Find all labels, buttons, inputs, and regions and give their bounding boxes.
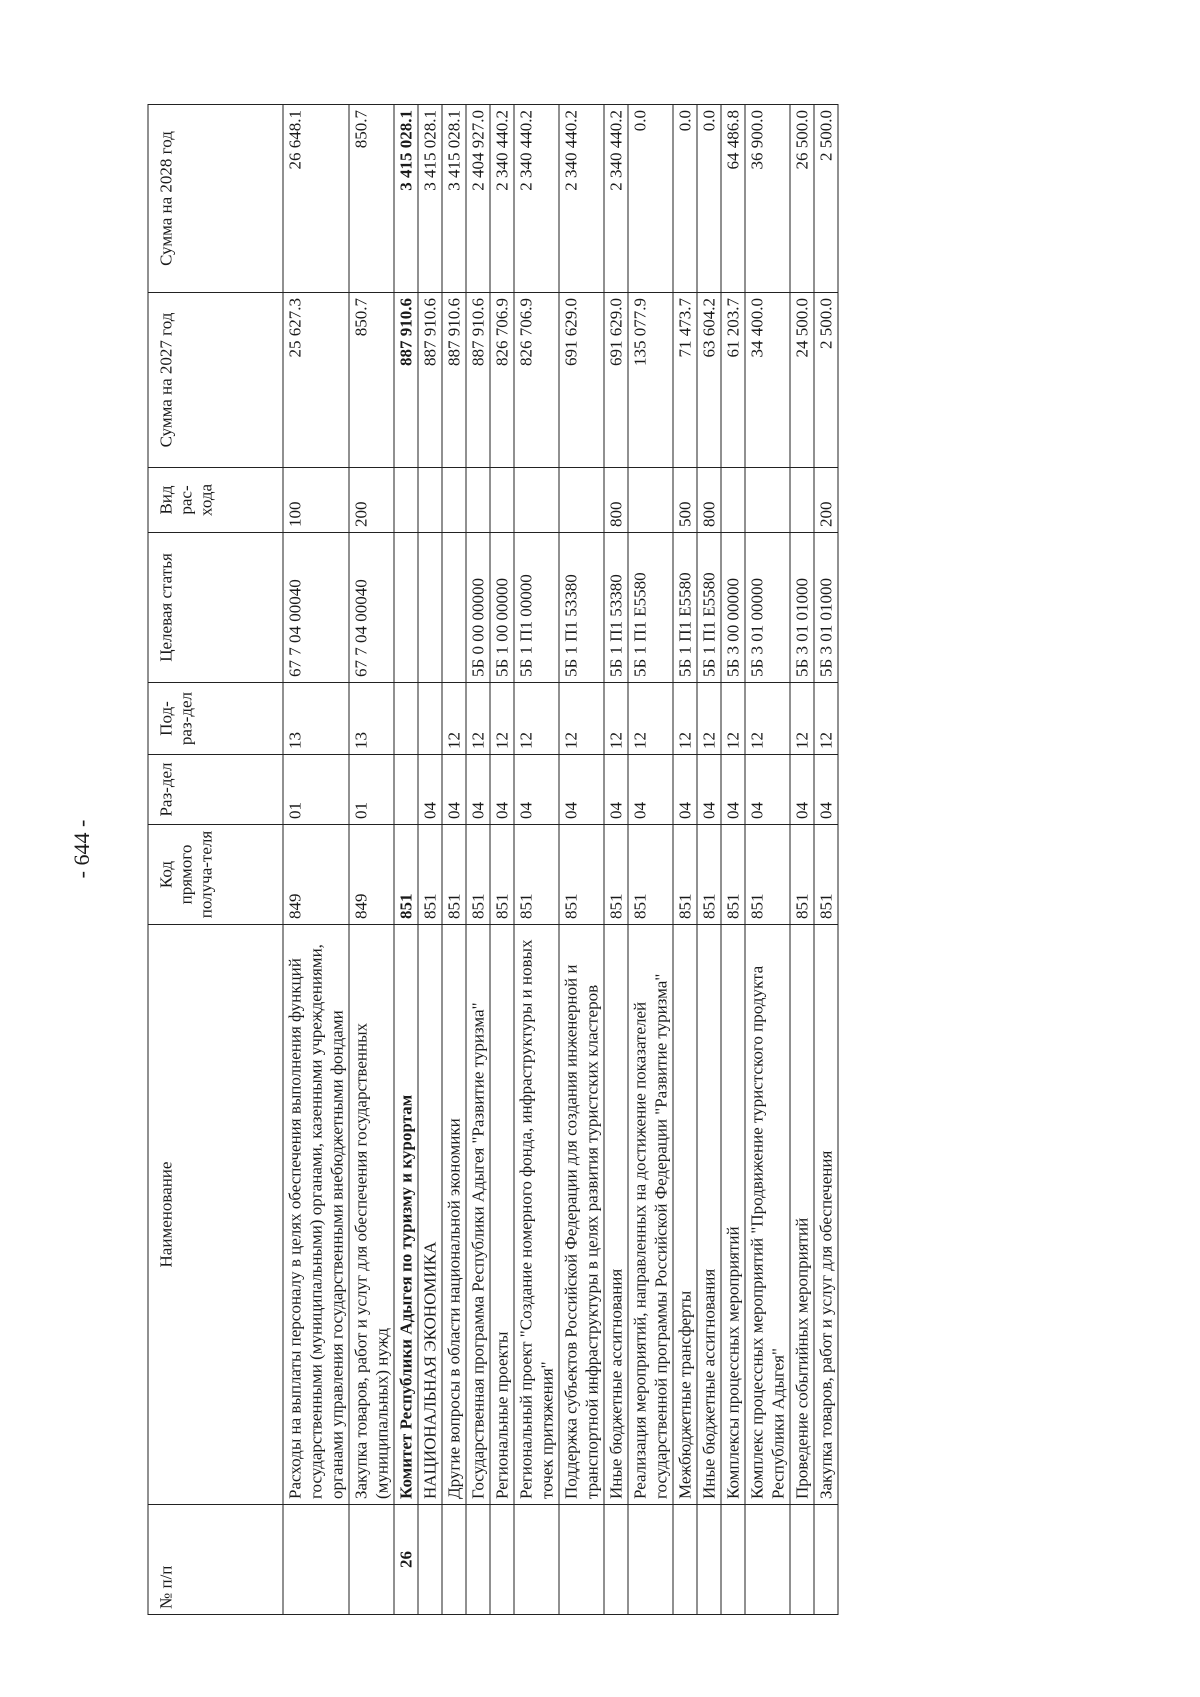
page-number: - 644 - bbox=[69, 819, 94, 879]
cell-s2028: 64 486.8 bbox=[721, 105, 745, 293]
cell-name: Закупка товаров, работ и услуг для обеспечения государственных (муниципальных) нужд bbox=[349, 925, 394, 1505]
cell-article: 67 7 04 00040 bbox=[349, 533, 394, 683]
cell-article: 5Б 1 П1 53380 bbox=[559, 533, 604, 683]
cell-razdel: 04 bbox=[721, 755, 745, 825]
cell-vid bbox=[745, 468, 790, 533]
cell-name: Закупка товаров, работ и услуг для обеспечения bbox=[814, 925, 838, 1505]
cell-name: Комитет Республики Адыгея по туризму и курортам bbox=[394, 925, 418, 1505]
cell-s2028: 2 340 440.2 bbox=[604, 105, 628, 293]
cell-code: 851 bbox=[814, 825, 838, 925]
cell-vid bbox=[394, 468, 418, 533]
cell-code: 851 bbox=[418, 825, 442, 925]
table-row bbox=[745, 105, 790, 1615]
column-header: Вид рас-хода bbox=[148, 468, 283, 533]
cell-razdel: 04 bbox=[790, 755, 814, 825]
cell-article: 5Б 3 00 00000 bbox=[721, 533, 745, 683]
cell-podrazdel: 12 bbox=[697, 683, 721, 755]
cell-razdel: 04 bbox=[745, 755, 790, 825]
cell-s2027: 691 629.0 bbox=[559, 293, 604, 468]
cell-s2027: 887 910.6 bbox=[442, 293, 466, 468]
cell-podrazdel: 12 bbox=[721, 683, 745, 755]
cell-s2028: 2 500.0 bbox=[814, 105, 838, 293]
cell-s2027: 63 604.2 bbox=[697, 293, 721, 468]
cell-article: 5Б 1 П1 00000 bbox=[514, 533, 559, 683]
cell-s2028: 2 340 440.2 bbox=[490, 105, 514, 293]
cell-podrazdel bbox=[418, 683, 442, 755]
cell-razdel: 04 bbox=[490, 755, 514, 825]
cell-name: Проведение событийных мероприятий bbox=[790, 925, 814, 1505]
cell-s2027: 135 077.9 bbox=[628, 293, 673, 468]
cell-code: 851 bbox=[604, 825, 628, 925]
cell-vid bbox=[418, 468, 442, 533]
cell-name: Иные бюджетные ассигнования bbox=[604, 925, 628, 1505]
table-row bbox=[466, 105, 490, 1615]
cell-name: Комплекс процессных мероприятий "Продвижение туристского продукта Республики Адыгея" bbox=[745, 925, 790, 1505]
cell-s2027: 25 627.3 bbox=[283, 293, 349, 468]
cell-s2028: 26 500.0 bbox=[790, 105, 814, 293]
cell-s2027: 887 910.6 bbox=[418, 293, 442, 468]
cell-vid: 800 bbox=[697, 468, 721, 533]
table-body bbox=[283, 105, 838, 1615]
cell-podrazdel: 12 bbox=[490, 683, 514, 755]
cell-razdel: 04 bbox=[466, 755, 490, 825]
cell-s2027: 34 400.0 bbox=[745, 293, 790, 468]
cell-vid bbox=[790, 468, 814, 533]
cell-vid bbox=[490, 468, 514, 533]
cell-podrazdel: 13 bbox=[349, 683, 394, 755]
cell-code: 851 bbox=[721, 825, 745, 925]
cell-n bbox=[349, 1505, 394, 1615]
cell-razdel: 04 bbox=[628, 755, 673, 825]
cell-razdel: 04 bbox=[514, 755, 559, 825]
cell-n bbox=[673, 1505, 697, 1615]
cell-razdel: 04 bbox=[697, 755, 721, 825]
cell-n bbox=[559, 1505, 604, 1615]
cell-razdel: 04 bbox=[442, 755, 466, 825]
cell-podrazdel: 12 bbox=[442, 683, 466, 755]
cell-vid: 500 bbox=[673, 468, 697, 533]
cell-razdel: 04 bbox=[418, 755, 442, 825]
cell-article: 5Б 0 00 00000 bbox=[466, 533, 490, 683]
cell-code: 851 bbox=[559, 825, 604, 925]
cell-s2027: 61 203.7 bbox=[721, 293, 745, 468]
cell-code: 849 bbox=[283, 825, 349, 925]
table-row bbox=[559, 105, 604, 1615]
cell-podrazdel: 12 bbox=[814, 683, 838, 755]
cell-s2028: 3 415 028.1 bbox=[442, 105, 466, 293]
cell-n bbox=[790, 1505, 814, 1615]
cell-code: 851 bbox=[697, 825, 721, 925]
cell-name: Иные бюджетные ассигнования bbox=[697, 925, 721, 1505]
cell-s2027: 691 629.0 bbox=[604, 293, 628, 468]
cell-n bbox=[745, 1505, 790, 1615]
cell-podrazdel: 12 bbox=[514, 683, 559, 755]
cell-name: Другие вопросы в области национальной экономики bbox=[442, 925, 466, 1505]
cell-code: 851 bbox=[514, 825, 559, 925]
cell-name: НАЦИОНАЛЬНАЯ ЭКОНОМИКА bbox=[418, 925, 442, 1505]
cell-podrazdel bbox=[394, 683, 418, 755]
cell-s2028: 36 900.0 bbox=[745, 105, 790, 293]
cell-n bbox=[466, 1505, 490, 1615]
cell-article: 5Б 3 01 01000 bbox=[790, 533, 814, 683]
cell-vid: 100 bbox=[283, 468, 349, 533]
cell-name: Региональный проект "Создание номерного фонда, инфраструктуры и новых точек притяжения" bbox=[514, 925, 559, 1505]
cell-name: Комплексы процессных мероприятий bbox=[721, 925, 745, 1505]
cell-code: 851 bbox=[673, 825, 697, 925]
cell-vid bbox=[466, 468, 490, 533]
cell-s2027: 71 473.7 bbox=[673, 293, 697, 468]
cell-n bbox=[490, 1505, 514, 1615]
cell-vid bbox=[514, 468, 559, 533]
cell-code: 849 bbox=[349, 825, 394, 925]
cell-razdel: 04 bbox=[604, 755, 628, 825]
cell-s2027: 2 500.0 bbox=[814, 293, 838, 468]
cell-podrazdel: 12 bbox=[745, 683, 790, 755]
table-row bbox=[283, 105, 349, 1615]
cell-vid: 200 bbox=[814, 468, 838, 533]
table-row bbox=[442, 105, 466, 1615]
cell-n bbox=[442, 1505, 466, 1615]
column-header: Сумма на 2027 год bbox=[148, 293, 283, 468]
cell-n bbox=[283, 1505, 349, 1615]
table-row bbox=[604, 105, 628, 1615]
cell-n bbox=[721, 1505, 745, 1615]
cell-s2027: 850.7 bbox=[349, 293, 394, 468]
cell-article bbox=[394, 533, 418, 683]
cell-code: 851 bbox=[394, 825, 418, 925]
cell-n bbox=[514, 1505, 559, 1615]
cell-article bbox=[442, 533, 466, 683]
cell-podrazdel: 13 bbox=[283, 683, 349, 755]
cell-code: 851 bbox=[442, 825, 466, 925]
cell-name: Региональные проекты bbox=[490, 925, 514, 1505]
cell-podrazdel: 12 bbox=[673, 683, 697, 755]
table-row bbox=[349, 105, 394, 1615]
cell-code: 851 bbox=[466, 825, 490, 925]
cell-s2027: 24 500.0 bbox=[790, 293, 814, 468]
cell-s2028: 2 340 440.2 bbox=[559, 105, 604, 293]
cell-s2028: 3 415 028.1 bbox=[418, 105, 442, 293]
column-header: Код прямого получа-теля bbox=[148, 825, 283, 925]
table-row bbox=[814, 105, 838, 1615]
table-row bbox=[418, 105, 442, 1615]
column-header: Целевая статья bbox=[148, 533, 283, 683]
cell-n bbox=[628, 1505, 673, 1615]
cell-article: 5Б 3 01 01000 bbox=[814, 533, 838, 683]
table-row bbox=[394, 105, 418, 1615]
cell-article: 67 7 04 00040 bbox=[283, 533, 349, 683]
cell-s2028: 0.0 bbox=[628, 105, 673, 293]
cell-article: 5Б 1 П1 Е5580 bbox=[628, 533, 673, 683]
cell-vid: 200 bbox=[349, 468, 394, 533]
cell-s2028: 2 340 440.2 bbox=[514, 105, 559, 293]
cell-code: 851 bbox=[628, 825, 673, 925]
column-header: Сумма на 2028 год bbox=[148, 105, 283, 293]
cell-name: Поддержка субъектов Российской Федерации для создания инженерной и транспортной инфраструктуры в целях развития туристских кластеров bbox=[559, 925, 604, 1505]
cell-code: 851 bbox=[745, 825, 790, 925]
cell-podrazdel: 12 bbox=[559, 683, 604, 755]
cell-razdel: 01 bbox=[349, 755, 394, 825]
cell-s2027: 887 910.6 bbox=[466, 293, 490, 468]
cell-razdel: 04 bbox=[559, 755, 604, 825]
table-row bbox=[673, 105, 697, 1615]
cell-s2027: 826 706.9 bbox=[514, 293, 559, 468]
cell-podrazdel: 12 bbox=[466, 683, 490, 755]
cell-n bbox=[418, 1505, 442, 1615]
cell-razdel: 01 bbox=[283, 755, 349, 825]
cell-razdel: 04 bbox=[814, 755, 838, 825]
cell-name: Государственная программа Республики Адыгея "Развитие туризма" bbox=[466, 925, 490, 1505]
table-row bbox=[490, 105, 514, 1615]
column-header: Под-раз-дел bbox=[148, 683, 283, 755]
cell-s2028: 2 404 927.0 bbox=[466, 105, 490, 293]
cell-podrazdel: 12 bbox=[604, 683, 628, 755]
cell-s2028: 3 415 028.1 bbox=[394, 105, 418, 293]
column-header: Наименование bbox=[148, 925, 283, 1505]
cell-vid bbox=[628, 468, 673, 533]
cell-article: 5Б 1 П1 Е5580 bbox=[673, 533, 697, 683]
cell-s2028: 0.0 bbox=[673, 105, 697, 293]
table-row bbox=[628, 105, 673, 1615]
cell-n bbox=[697, 1505, 721, 1615]
cell-podrazdel: 12 bbox=[790, 683, 814, 755]
cell-code: 851 bbox=[490, 825, 514, 925]
cell-vid: 800 bbox=[604, 468, 628, 533]
table-row bbox=[790, 105, 814, 1615]
cell-article: 5Б 1 00 00000 bbox=[490, 533, 514, 683]
cell-vid bbox=[559, 468, 604, 533]
cell-s2028: 0.0 bbox=[697, 105, 721, 293]
cell-article: 5Б 1 П1 Е5580 bbox=[697, 533, 721, 683]
table-row bbox=[697, 105, 721, 1615]
cell-podrazdel: 12 bbox=[628, 683, 673, 755]
cell-n bbox=[604, 1505, 628, 1615]
cell-vid bbox=[442, 468, 466, 533]
budget-table-page bbox=[148, 105, 1093, 1615]
table-row bbox=[721, 105, 745, 1615]
cell-vid bbox=[721, 468, 745, 533]
budget-table bbox=[148, 104, 839, 1615]
cell-razdel bbox=[394, 755, 418, 825]
cell-name: Межбюджетные трансферты bbox=[673, 925, 697, 1505]
table-header bbox=[148, 105, 283, 1615]
cell-article: 5Б 1 П1 53380 bbox=[604, 533, 628, 683]
cell-code: 851 bbox=[790, 825, 814, 925]
column-header: № п/п bbox=[148, 1505, 283, 1615]
cell-s2027: 887 910.6 bbox=[394, 293, 418, 468]
cell-name: Расходы на выплаты персоналу в целях обеспечения выполнения функций государственными (муниципальными) органами, казенными учреждениями, органами управления государственными внебюджетными фондами bbox=[283, 925, 349, 1505]
cell-n bbox=[814, 1505, 838, 1615]
cell-s2027: 826 706.9 bbox=[490, 293, 514, 468]
column-header: Раз-дел bbox=[148, 755, 283, 825]
cell-s2028: 850.7 bbox=[349, 105, 394, 293]
cell-s2028: 26 648.1 bbox=[283, 105, 349, 293]
cell-article: 5Б 3 01 00000 bbox=[745, 533, 790, 683]
cell-n: 26 bbox=[394, 1505, 418, 1615]
cell-name: Реализация мероприятий, направленных на достижение показателей государственной программы Российской Федерации "Развитие туризма" bbox=[628, 925, 673, 1505]
cell-razdel: 04 bbox=[673, 755, 697, 825]
cell-article bbox=[418, 533, 442, 683]
table-row bbox=[514, 105, 559, 1615]
